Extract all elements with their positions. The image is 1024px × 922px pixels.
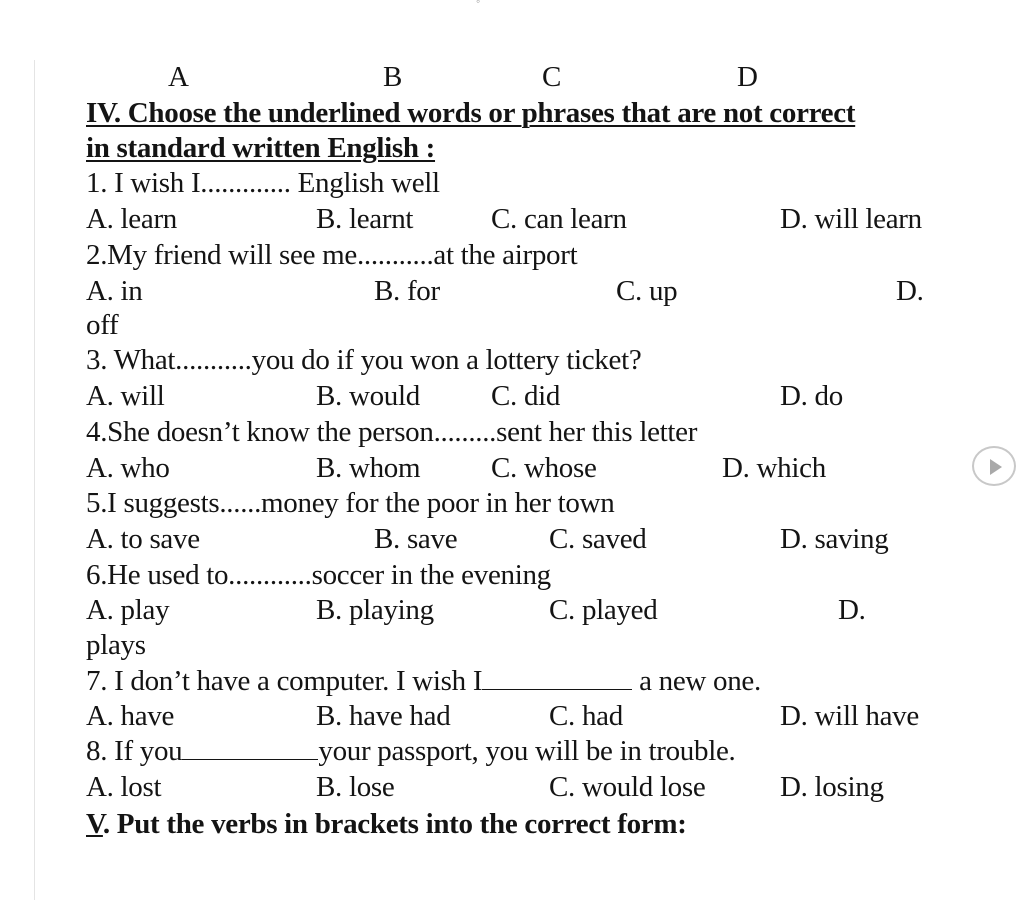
question-8-stem-before: 8. If you — [86, 735, 183, 767]
question-8-option-c: C. would lose — [549, 771, 706, 803]
question-2-option-d-wrap: off — [86, 309, 119, 341]
page-edge-line — [34, 60, 35, 900]
question-2-option-d: D. — [896, 275, 924, 307]
question-6-option-a: A. play — [86, 594, 170, 626]
question-1-option-d: D. will learn — [780, 203, 922, 235]
question-4-option-d: D. which — [722, 452, 826, 484]
question-6-option-c: C. played — [549, 594, 658, 626]
question-1-option-a: A. learn — [86, 203, 178, 235]
question-5-option-c: C. saved — [549, 523, 647, 555]
question-1-stem: 1. I wish I............. English well — [86, 167, 440, 199]
question-5-option-a: A. to save — [86, 523, 200, 555]
question-1-option-b: B. learnt — [316, 203, 414, 235]
question-3-option-c: C. did — [491, 380, 561, 412]
question-7-stem-before: 7. I don’t have a computer. I wish I — [86, 665, 483, 697]
question-7-stem — [86, 664, 761, 698]
question-7-stem-after: a new one. — [632, 665, 761, 697]
question-3-stem: 3. What...........you do if you won a lottery ticket? — [86, 344, 642, 376]
question-5-option-d: D. saving — [780, 523, 889, 555]
question-2-option-c: C. up — [616, 275, 678, 307]
question-6-option-d: D. — [838, 594, 866, 626]
answer-blank — [482, 665, 632, 690]
question-4-option-b: B. whom — [316, 452, 421, 484]
play-button[interactable] — [972, 446, 1016, 486]
question-2-stem: 2.My friend will see me...........at the airport — [86, 239, 578, 271]
column-label-b: B — [383, 61, 403, 93]
section5-title-rest: . Put the verbs in brackets into the correct form: — [102, 808, 687, 840]
question-8-option-a: A. lost — [86, 771, 162, 803]
question-8-option-d: D. losing — [780, 771, 884, 803]
column-label-d: D — [737, 61, 758, 93]
question-4-stem: 4.She doesn’t know the person.........sent her this letter — [86, 416, 698, 448]
question-7-option-a: A. have — [86, 700, 175, 732]
answer-blank — [182, 735, 318, 760]
top-mark: ◦ — [476, 0, 481, 8]
question-3-option-a: A. will — [86, 380, 165, 412]
question-7-option-d: D. will have — [780, 700, 919, 732]
question-6-option-d-wrap: plays — [86, 629, 146, 661]
question-4-option-a: A. who — [86, 452, 170, 484]
question-4-option-c: C. whose — [491, 452, 597, 484]
column-label-a: A — [168, 61, 189, 93]
question-8-option-b: B. lose — [316, 771, 395, 803]
question-3-option-d: D. do — [780, 380, 843, 412]
question-6-stem: 6.He used to............soccer in the evening — [86, 559, 551, 591]
question-1-option-c: C. can learn — [491, 203, 627, 235]
play-icon — [990, 459, 1002, 475]
question-5-option-b: B. save — [374, 523, 458, 555]
question-6-option-b: B. playing — [316, 594, 434, 626]
question-2-option-b: B. for — [374, 275, 440, 307]
section5-numeral: V — [86, 808, 103, 840]
column-label-c: C — [542, 61, 562, 93]
question-2-option-a: A. in — [86, 275, 143, 307]
question-8-stem-after: your passport, you will be in trouble. — [318, 735, 736, 767]
section5-title — [86, 807, 687, 841]
section4-title-line1: IV. Choose the underlined words or phrases that are not correct — [86, 97, 856, 129]
question-7-option-b: B. have had — [316, 700, 451, 732]
question-8-stem — [86, 734, 735, 768]
question-3-option-b: B. would — [316, 380, 420, 412]
question-5-stem: 5.I suggests......money for the poor in her town — [86, 487, 615, 519]
question-7-option-c: C. had — [549, 700, 623, 732]
section4-title-line2: in standard written English : — [86, 132, 436, 164]
